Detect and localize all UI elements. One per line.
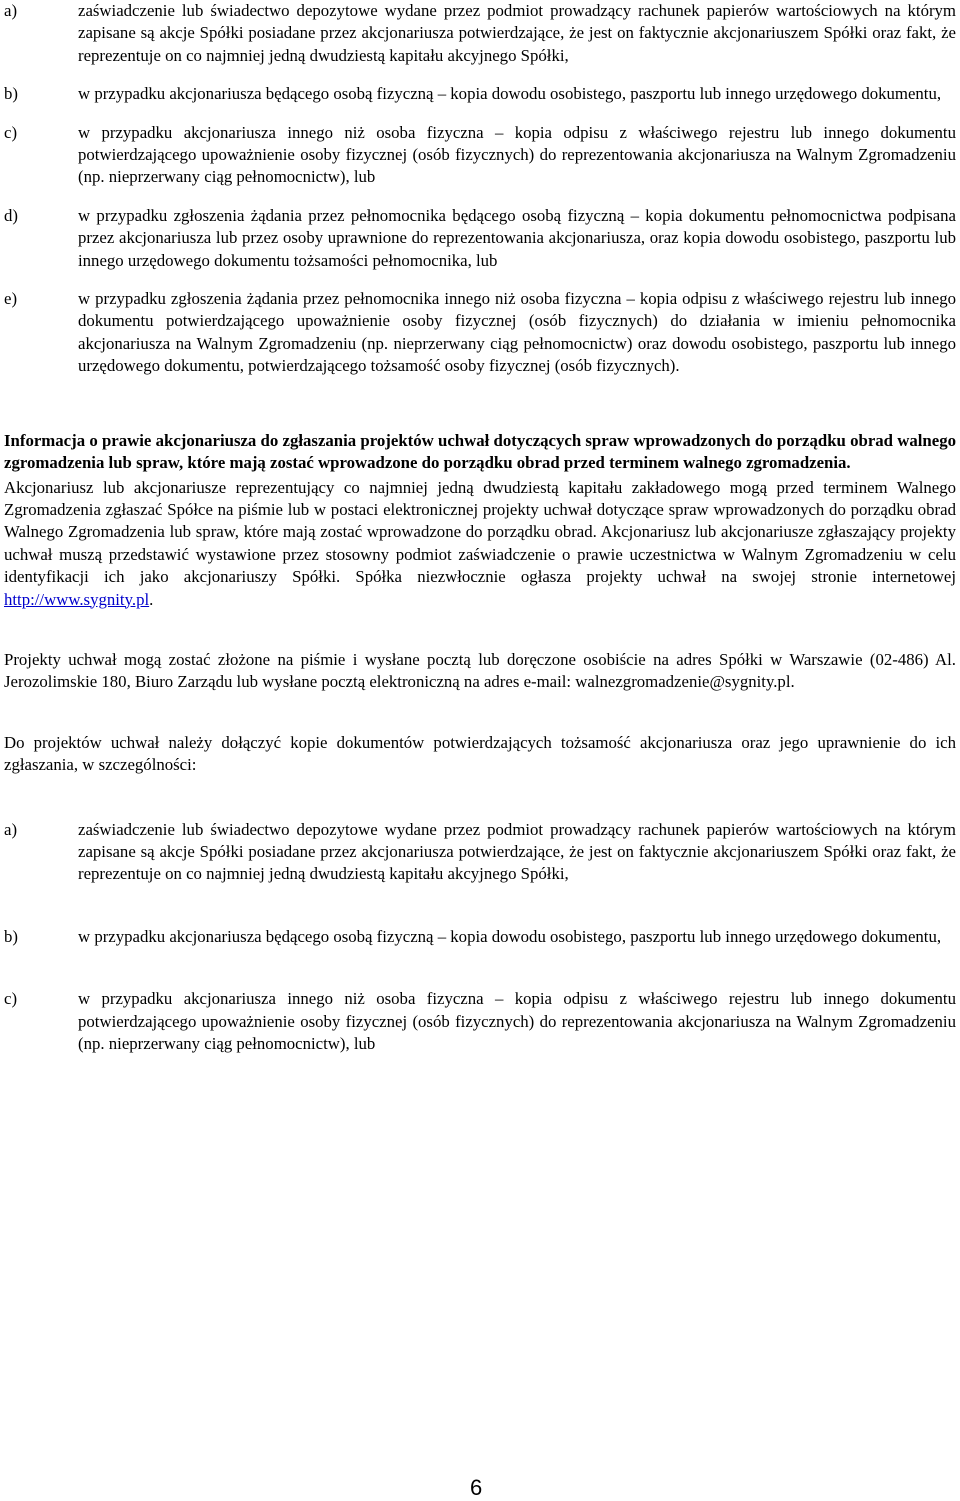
list-item-d <box>4 205 956 272</box>
list-marker: e) <box>4 289 18 309</box>
list-item-a <box>4 0 956 67</box>
company-website-link[interactable]: http://www.sygnity.pl <box>4 589 150 609</box>
list-marker: b) <box>4 926 18 946</box>
list-item-text: w przypadku akcjonariusza innego niż osoba fizyczna – kopia odpisu z właściwego rejestru lub innego dokumentu potwierdzającego upoważnienie osoby fizycznej (osób fizycznych) do reprezentowania akcjonariusza na Walnym Zgromadzeniu (np. nieprzerwany ciąg pełnomocnictw), lub <box>78 122 956 187</box>
list-item-text: w przypadku zgłoszenia żądania przez pełnomocnika innego niż osoba fizyczna – kopia odpisu z właściwego rejestru lub innego dokumentu potwierdzającego upoważnienie osoby fizycznej (osób fizycznych) do działania w imieniu pełnomocnika akcjonariusza na Walnym Zgromadzeniu (np. nieprzerwany ciąg pełnomocnictw) oraz dowodu osobistego, paszportu lub innego urzędowego dokumentu, potwierdzającego tożsamość osoby fizycznej (osób fizycznych). <box>78 289 956 376</box>
paragraph-submission-address: Projekty uchwał mogą zostać złożone na piśmie i wysłane pocztą lub doręczone osobiście na adres Spółki w Warszawie (02-486) Al. Jerozolimskie 180, Biuro Zarządu lub wysłane pocztą elektroniczną na adres e-mail: walnezgromadzenie@sygnity.pl. <box>4 649 956 692</box>
section-heading: Informacja o prawie akcjonariusza do zgłaszania projektów uchwał dotyczących spraw wprowadzonych do porządku obrad walnego zgromadzenia lub spraw, które mają zostać wprowadzone do porządku obrad przed terminem walnego zgromadzenia. <box>4 430 956 473</box>
list-item-text: zaświadczenie lub świadectwo depozytowe wydane przez podmiot prowadzący rachunek papierów wartościowych na którym zapisane są akcje Spółki posiadane przez akcjonariusza potwierdzające, że jest on faktycznie akcjonariuszem Spółki oraz fakt, że reprezentuje on co najmniej jedną dwudziestą kapitału akcyjnego Spółki, <box>78 1 956 65</box>
list-marker: c) <box>4 122 18 142</box>
list-item-c <box>4 988 956 1055</box>
list-marker: a) <box>4 1 18 20</box>
requirements-list-bottom <box>4 819 956 1056</box>
list-item-b <box>4 83 956 105</box>
paragraph-text-end: . <box>149 589 154 609</box>
list-marker: c) <box>4 989 18 1009</box>
list-item-a <box>4 819 956 886</box>
paragraph-shareholder-rights <box>4 477 956 611</box>
list-item-text: zaświadczenie lub świadectwo depozytowe wydane przez podmiot prowadzący rachunek papierów wartościowych na którym zapisane są akcje Spółki posiadane przez akcjonariusza potwierdzające, że jest on faktycznie akcjonariuszem Spółki oraz fakt, że reprezentuje on co najmniej jedną dwudziestą kapitału akcyjnego Spółki, <box>78 819 956 884</box>
paragraph-required-documents: Do projektów uchwał należy dołączyć kopie dokumentów potwierdzających tożsamość akcjonariusza oraz jego uprawnienie do ich zgłaszania, w szczególności: <box>4 732 956 775</box>
page-number: 6 <box>470 1475 483 1500</box>
list-item-text: w przypadku zgłoszenia żądania przez pełnomocnika będącego osobą fizyczną – kopia dokumentu pełnomocnictwa podpisana przez akcjonariusza lub przez osoby uprawnione do reprezentowania akcjonariusza, oraz kopia dowodu osobistego, paszportu lub innego urzędowego dokumentu tożsamości pełnomocnika, lub <box>78 205 956 270</box>
list-item-text: w przypadku akcjonariusza będącego osobą fizyczną – kopia dowodu osobistego, paszportu lub innego urzędowego dokumentu, <box>78 84 942 104</box>
document-page <box>4 0 956 1055</box>
list-item-c <box>4 122 956 189</box>
list-item-text: w przypadku akcjonariusza będącego osobą fizyczną – kopia dowodu osobistego, paszportu lub innego urzędowego dokumentu, <box>78 926 942 946</box>
paragraph-text: Akcjonariusz lub akcjonariusze reprezentujący co najmniej jedną dwudziestą kapitału zakładowego mogą przed terminem Walnego Zgromadzenia zgłaszać Spółce na piśmie lub w postaci elektronicznej projekty uchwał dotyczące spraw wprowadzonych do porządku obrad Walnego Zgromadzenia lub spraw, które mają zostać wprowadzone do porządku obrad. Akcjonariusz lub akcjonariusze zgłaszający projekty uchwał muszą przedstawić wystawione przez stosowny podmiot zaświadczenie o prawie uczestnictwa w Walnym Zgromadzeniu w celu identyfikacji ich jako akcjonariuszy Spółki. Spółka niezwłocznie ogłasza projekty uchwał na swojej stronie internetowej <box>4 477 956 587</box>
list-item-b <box>4 926 956 948</box>
list-marker: b) <box>4 84 18 104</box>
list-marker: d) <box>4 205 18 225</box>
requirements-list-top <box>4 0 956 378</box>
list-item-text: w przypadku akcjonariusza innego niż osoba fizyczna – kopia odpisu z właściwego rejestru lub innego dokumentu potwierdzającego upoważnienie osoby fizycznej (osób fizycznych) do reprezentowania akcjonariusza na Walnym Zgromadzeniu (np. nieprzerwany ciąg pełnomocnictw), lub <box>78 989 956 1053</box>
list-marker: a) <box>4 819 18 839</box>
list-item-e <box>4 288 956 378</box>
